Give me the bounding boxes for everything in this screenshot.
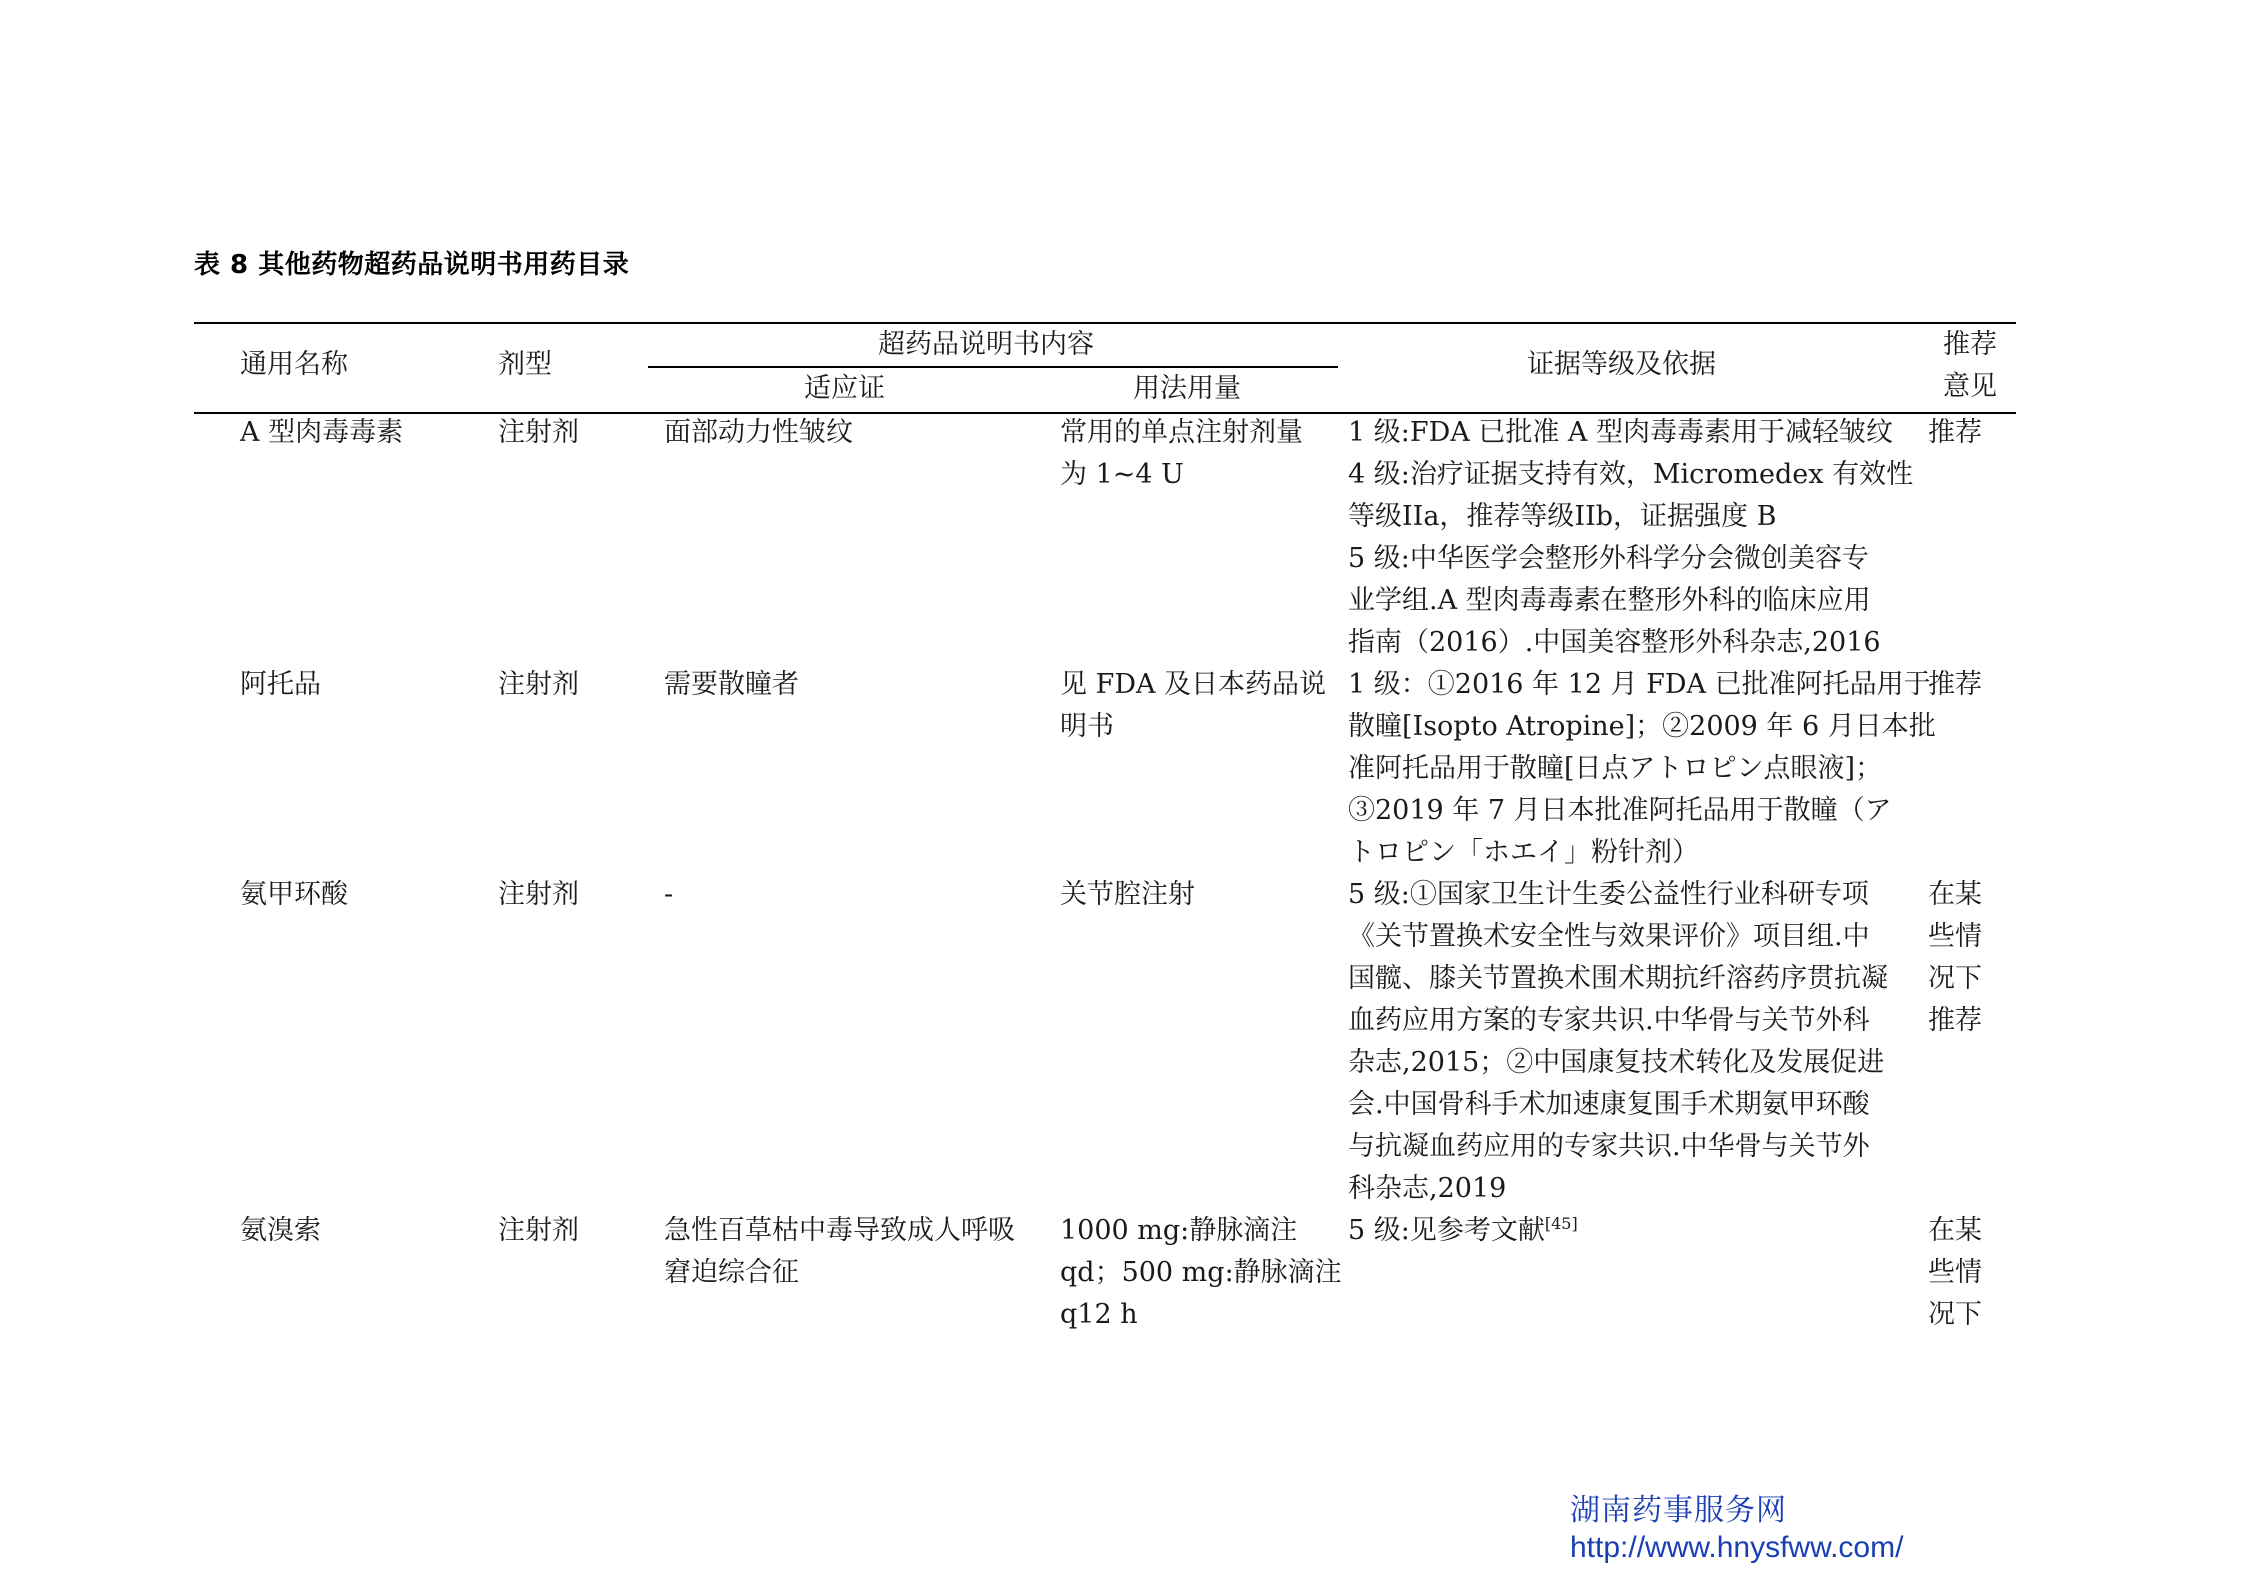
header-name: 通用名称: [240, 349, 348, 380]
row3-evidence: [1348, 874, 1888, 1210]
row4-recommend: [1928, 1210, 1982, 1336]
site-watermark: [1570, 1492, 1903, 1566]
row3-recommend-line: 些情: [1928, 921, 1982, 952]
row4-evidence-text: 5 级:见参考文献: [1348, 1215, 1545, 1246]
row3-dosage: [1060, 874, 1195, 916]
row1-name: A 型肉毒毒素: [240, 417, 404, 448]
row3-recommend-line: 推荐: [1928, 1005, 1982, 1036]
row4-dosage-line: 1000 mg:静脉滴注: [1060, 1215, 1298, 1246]
site-name: 湖南药事服务网: [1570, 1494, 1787, 1527]
row1-recommend: [1928, 412, 1982, 454]
row2-evidence-line: 散瞳[Isopto Atropine]；②2009 年 6 月日本批: [1348, 711, 1936, 742]
row2-evidence: [1348, 664, 1936, 874]
row4-dosage: [1060, 1210, 1342, 1336]
row1-evidence-line: 指南（2016）.中国美容整形外科杂志,2016: [1348, 627, 1881, 658]
row3-indication: [664, 874, 673, 916]
row2-indication: [664, 664, 799, 706]
row1-dosage-line: 为 1~4 U: [1060, 459, 1184, 490]
row2-form: 注射剂: [498, 669, 579, 700]
row4-recommend-line: 些情: [1928, 1257, 1982, 1288]
row2-dosage: [1060, 664, 1326, 748]
row3-dosage-line: 关节腔注射: [1060, 879, 1195, 910]
row4-dosage-line: q12 h: [1060, 1299, 1138, 1330]
row1-evidence-line: 等级IIa，推荐等级IIb，证据强度 B: [1348, 501, 1777, 532]
row1-dosage: [1060, 412, 1303, 496]
row2-name: 阿托品: [240, 669, 321, 700]
header-indication: 适应证: [804, 373, 885, 404]
row1-form: 注射剂: [498, 417, 579, 448]
row2-evidence-line: トロピン「ホエイ」粉针剂）: [1348, 837, 1699, 868]
reference-superscript[interactable]: [45]: [1544, 1214, 1578, 1233]
row2-evidence-line: ③2019 年 7 月日本批准阿托品用于散瞳（ア: [1348, 795, 1892, 826]
row3-evidence-line: 《关节置换术安全性与效果评价》项目组.中: [1348, 921, 1870, 952]
header-dosage: 用法用量: [1133, 373, 1241, 404]
row1-evidence: [1348, 412, 1913, 664]
row3-evidence-line: 与抗凝血药应用的专家共识.中华骨与关节外: [1348, 1131, 1870, 1162]
row2-recommend-line: 推荐: [1928, 669, 1982, 700]
header-form: 剂型: [498, 349, 552, 380]
row3-evidence-line: 会.中国骨科手术加速康复围手术期氨甲环酸: [1348, 1089, 1870, 1120]
row1-evidence-line: 4 级:治疗证据支持有效，Micromedex 有效性: [1348, 459, 1914, 490]
row3-form: 注射剂: [498, 879, 579, 910]
row3-recommend-line: 况下: [1928, 963, 1982, 994]
row1-recommend-line: 推荐: [1928, 417, 1982, 448]
row3-recommend-line: 在某: [1928, 879, 1982, 910]
row3-evidence-line: 5 级:①国家卫生计生委公益性行业科研专项: [1348, 879, 1869, 910]
row2-recommend: [1928, 664, 1982, 706]
row3-evidence-line: 科杂志,2019: [1348, 1173, 1507, 1204]
header-recommend-line2: 意见: [1943, 371, 1997, 402]
row1-indication: [664, 412, 853, 454]
row1-evidence-line: 1 级:FDA 已批准 A 型肉毒毒素用于减轻皱纹: [1348, 417, 1893, 448]
row4-evidence: [1348, 1210, 1578, 1252]
site-url-link[interactable]: http://www.hnysfww.com/: [1570, 1531, 1904, 1564]
table-top-rule: [194, 322, 2016, 324]
row2-indication-line: 需要散瞳者: [664, 669, 799, 700]
row4-name: 氨溴索: [240, 1215, 321, 1246]
row1-evidence-line: 业学组.A 型肉毒毒素在整形外科的临床应用: [1348, 585, 1871, 616]
row4-indication-line: 急性百草枯中毒导致成人呼吸: [664, 1215, 1015, 1246]
row3-evidence-line: 血药应用方案的专家共识.中华骨与关节外科: [1348, 1005, 1870, 1036]
row4-recommend-line: 况下: [1928, 1299, 1982, 1330]
row4-recommend-line: 在某: [1928, 1215, 1982, 1246]
row1-dosage-line: 常用的单点注射剂量: [1060, 417, 1303, 448]
row1-evidence-line: 5 级:中华医学会整形外科学分会微创美容专: [1348, 543, 1869, 574]
header-group: 超药品说明书内容: [878, 329, 1094, 360]
header-recommend-line1: 推荐: [1943, 329, 1997, 360]
row3-name: 氨甲环酸: [240, 879, 348, 910]
row2-dosage-line: 明书: [1060, 711, 1114, 742]
row1-indication-line: 面部动力性皱纹: [664, 417, 853, 448]
row4-indication-line: 窘迫综合征: [664, 1257, 799, 1288]
row3-evidence-line: 杂志,2015；②中国康复技术转化及发展促进: [1348, 1047, 1885, 1078]
row2-dosage-line: 见 FDA 及日本药品说: [1060, 669, 1327, 700]
row4-dosage-line: qd；500 mg:静脉滴注: [1060, 1257, 1342, 1288]
row2-evidence-line: 1 级：①2016 年 12 月 FDA 已批准阿托品用于: [1348, 669, 1931, 700]
row3-indication-line: -: [664, 879, 674, 910]
row4-form: 注射剂: [498, 1215, 579, 1246]
row3-evidence-line: 国髋、膝关节置换术围术期抗纤溶药序贯抗凝: [1348, 963, 1888, 994]
header-evidence: 证据等级及依据: [1527, 349, 1716, 380]
row4-indication: [664, 1210, 1015, 1294]
row2-evidence-line: 准阿托品用于散瞳[日点アトロピン点眼液]；: [1348, 753, 1883, 784]
table-caption: 表 8 其他药物超药品说明书用药目录: [194, 250, 630, 280]
row4-evidence-line: [1348, 1210, 1578, 1252]
row3-recommend: [1928, 874, 1982, 1042]
